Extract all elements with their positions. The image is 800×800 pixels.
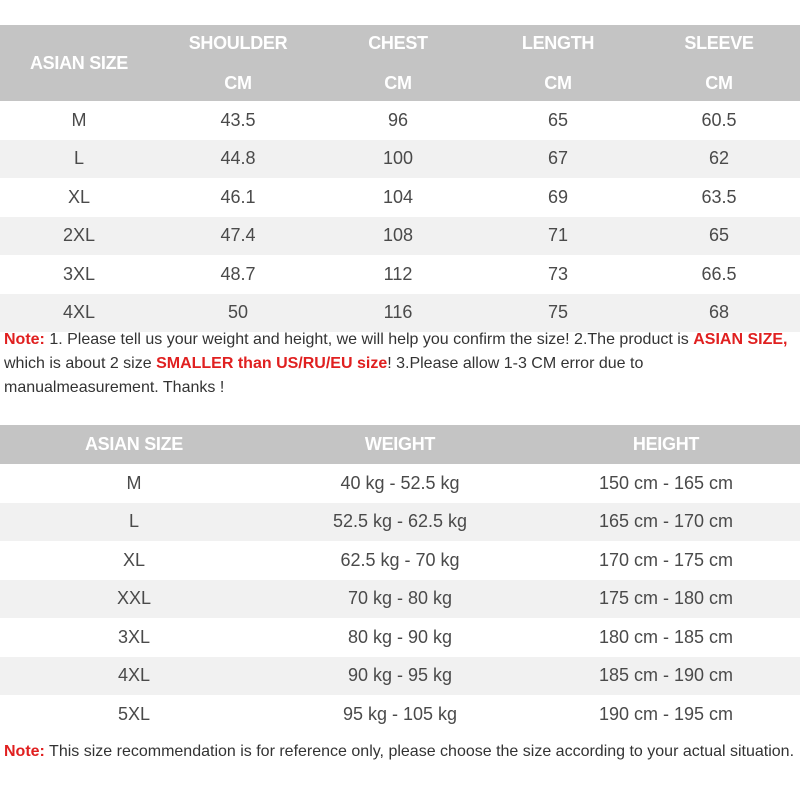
note-label: Note:	[4, 331, 45, 348]
cell-chest: 96	[387, 109, 409, 130]
header-label: CHEST	[368, 33, 428, 53]
cell-chest: 108	[382, 225, 414, 246]
cell-shoulder: 46.1	[220, 186, 256, 207]
note-text: This size recommendation is for reference only, please choose the size according to your actual situation.	[44, 743, 795, 760]
header-unit: CM	[544, 73, 572, 93]
cell-height: 180 cm - 185 cm	[598, 626, 734, 647]
header-shoulder	[158, 25, 318, 101]
cell-height: 165 cm - 170 cm	[598, 511, 734, 532]
table-row	[0, 294, 800, 333]
cell-size: 3XL	[117, 626, 151, 647]
measurement-table-header	[0, 25, 800, 101]
cell-sleeve: 66.5	[701, 263, 737, 284]
cell-length: 73	[547, 263, 569, 284]
cell-size: M	[71, 109, 87, 130]
cell-height: 175 cm - 180 cm	[598, 588, 734, 609]
header-unit: CM	[705, 73, 733, 93]
cell-size: 5XL	[117, 703, 151, 724]
header-asian-size: ASIAN SIZE	[84, 434, 183, 454]
table-row	[0, 541, 800, 580]
note-text: 1. Please tell us your weight and height, we will help you confirm the size! 2.The product is	[44, 331, 694, 348]
header-length	[478, 25, 638, 101]
header-label: LENGTH	[521, 33, 595, 53]
table-row	[0, 178, 800, 217]
cell-length: 69	[547, 186, 569, 207]
header-height: HEIGHT	[632, 434, 700, 454]
cell-size: 4XL	[117, 665, 151, 686]
cell-weight: 80 kg - 90 kg	[347, 626, 453, 647]
cell-size: 2XL	[62, 225, 96, 246]
cell-length: 75	[547, 302, 569, 323]
note-highlight-smaller: SMALLER than US/RU/EU size	[156, 355, 388, 372]
cell-shoulder: 43.5	[220, 109, 256, 130]
cell-shoulder: 48.7	[220, 263, 256, 284]
cell-sleeve: 65	[708, 225, 730, 246]
recommendation-note	[4, 740, 796, 764]
header-label: ASIAN SIZE	[29, 52, 128, 73]
cell-sleeve: 68	[708, 302, 730, 323]
cell-sleeve: 63.5	[701, 186, 737, 207]
note-text: ! 3.Please allow 1-3 CM error due to manualmeasurement. Thanks !	[4, 355, 644, 396]
cell-weight: 90 kg - 95 kg	[347, 665, 453, 686]
header-label: SHOULDER	[188, 33, 288, 53]
cell-shoulder: 44.8	[220, 148, 256, 169]
table-row	[0, 580, 800, 619]
cell-size: L	[128, 511, 139, 532]
cell-size: 4XL	[62, 302, 96, 323]
cell-size: XL	[67, 186, 91, 207]
header-unit: CM	[224, 73, 252, 93]
header-asian-size	[0, 25, 158, 101]
cell-size: XL	[122, 549, 146, 570]
table-row	[0, 255, 800, 294]
table-row	[0, 618, 800, 657]
cell-length: 71	[547, 225, 569, 246]
recommendation-table-header	[0, 425, 800, 464]
cell-size: 3XL	[62, 263, 96, 284]
cell-sleeve: 62	[708, 148, 730, 169]
table-row	[0, 695, 800, 734]
cell-height: 150 cm - 165 cm	[598, 472, 734, 493]
table-row	[0, 101, 800, 140]
header-label: SLEEVE	[684, 33, 754, 53]
cell-size: XXL	[116, 588, 152, 609]
cell-length: 65	[547, 109, 569, 130]
cell-weight: 52.5 kg - 62.5 kg	[332, 511, 468, 532]
table-row	[0, 464, 800, 503]
table-row	[0, 217, 800, 256]
cell-weight: 40 kg - 52.5 kg	[340, 472, 460, 493]
table-row	[0, 140, 800, 179]
measurement-table	[0, 25, 800, 332]
cell-height: 190 cm - 195 cm	[598, 703, 734, 724]
cell-weight: 95 kg - 105 kg	[342, 703, 458, 724]
table-row	[0, 503, 800, 542]
cell-weight: 62.5 kg - 70 kg	[340, 549, 460, 570]
cell-length: 67	[547, 148, 569, 169]
size-note	[4, 328, 796, 400]
cell-chest: 104	[382, 186, 414, 207]
table-row	[0, 657, 800, 696]
cell-chest: 116	[383, 302, 413, 323]
cell-size: M	[126, 472, 142, 493]
cell-chest: 100	[382, 148, 414, 169]
cell-weight: 70 kg - 80 kg	[347, 588, 453, 609]
cell-height: 170 cm - 175 cm	[598, 549, 734, 570]
header-chest	[318, 25, 478, 101]
cell-chest: 112	[383, 263, 413, 284]
cell-shoulder: 50	[227, 302, 249, 323]
header-sleeve	[638, 25, 800, 101]
header-weight: WEIGHT	[364, 434, 436, 454]
cell-shoulder: 47.4	[220, 225, 256, 246]
note-text: which is about 2 size	[4, 355, 157, 372]
cell-sleeve: 60.5	[701, 109, 737, 130]
recommendation-table	[0, 425, 800, 734]
cell-size: L	[73, 148, 84, 169]
note-highlight-asian-size: ASIAN SIZE,	[693, 331, 788, 348]
cell-height: 185 cm - 190 cm	[598, 665, 734, 686]
note-label: Note:	[4, 743, 45, 760]
header-unit: CM	[384, 73, 412, 93]
